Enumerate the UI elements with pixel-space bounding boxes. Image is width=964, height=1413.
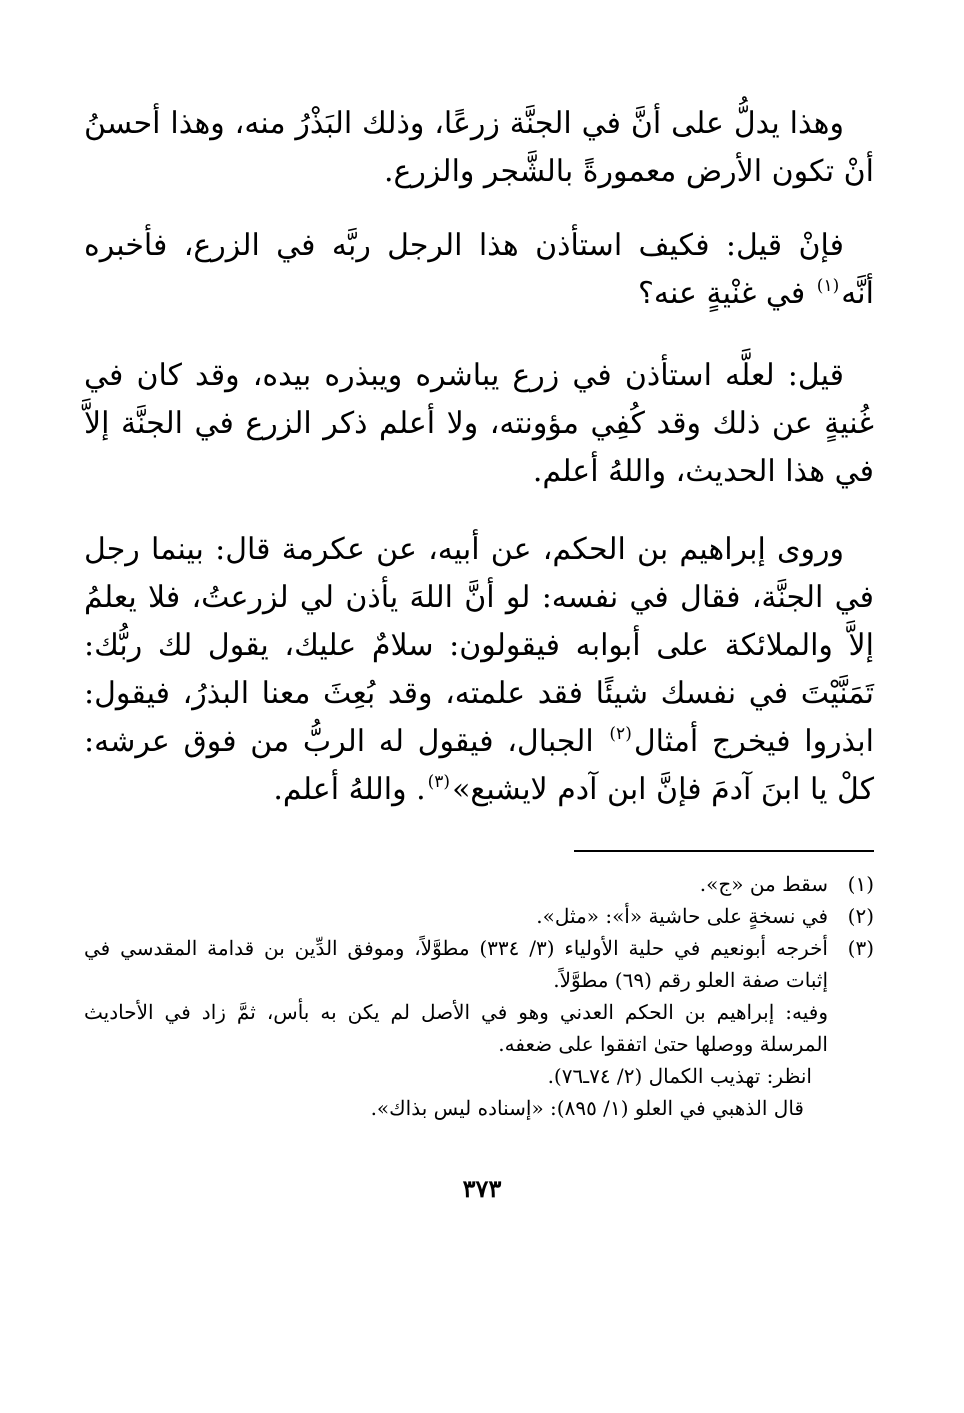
footnote-separator: [574, 850, 874, 852]
footnote-number: (٢): [847, 904, 874, 928]
footnote-ref-3: (٣): [427, 772, 451, 792]
footnote-3: [84, 932, 874, 1124]
footnote-ref-2: (٢): [609, 724, 632, 744]
footnote-text: [84, 932, 828, 1124]
footnote-text: سقط من «ج».: [699, 872, 828, 896]
footnote-ref-1: (١): [816, 276, 840, 296]
paragraph-1: وهذا يدلُّ على أنَّ في الجنَّة زرعًا، وذلك البَذْرُ منه، وهذا أحسنُ أنْ تكون الأرض معمورةً بالشَّجر والزرع.: [84, 106, 874, 189]
paragraph-4-text-b: الجبال، فيقول له الربُّ من فوق عرشه: كلْ يا ابنَ آدمَ فإنَّ ابن آدم لايشبع»: [84, 724, 874, 807]
footnote-number: (١): [847, 872, 874, 896]
book-page: [84, 100, 874, 1413]
paragraph-2-text-b: في غنْيةٍ عنه؟: [638, 276, 815, 311]
paragraph-2-text-a: فإنْ قيل: فكيف استأذن هذا الرجل ربَّه في الزرع، فأخبره أنَّه: [84, 228, 874, 311]
footnote-3-source: أخرجه أبونعيم في حلية الأولياء (٣/ ٣٣٤) مطوَّلاً، وموفق الدِّين بن قدامة المقدسي في إثبات صفة العلو رقم (٦٩) مطوَّلاً.: [84, 936, 828, 992]
paragraph-4: [84, 526, 874, 814]
paragraph-2: [84, 222, 874, 318]
paragraph-4-text-a: وروى إبراهيم بن الحكم، عن أبيه، عن عكرمة قال: بينما رجل في الجنَّة، فقال في نفسه: لو أنَّ اللهَ يأذن لي لزرعتُ، فلا يعلمُ إلاَّ والملائكة على أبوابه فيقولون: سلامٌ عليك، يقول لك ربُّك: تَمَنَّيْتَ في نفسك شيئًا فقد علمته، وقد بُعِثَ معنا البذرُ، فيقول: ابذروا فيخرج أمثال: [84, 532, 874, 759]
footnote-text: في نسخةٍ على حاشية «أ»: «مثل».: [536, 904, 828, 928]
footnote-3-dhahabi: قال الذهبي في العلو (١/ ٨٩٥): «إسناده ليس بذاك».: [370, 1096, 804, 1120]
footnote-2: [84, 900, 874, 932]
page-number: ٣٧٣: [462, 1174, 502, 1203]
footnote-3-see: انظر: تهذيب الكمال (٢/ ٧٤ـ٧٦).: [547, 1064, 812, 1088]
paragraph-3: قيل: لعلَّه استأذن في زرع يباشره ويبذره بيده، وقد كان في غُنيةٍ عن ذلك وقد كُفِي مؤونته، ولا أعلم ذكر الزرع في الجنَّة إلاَّ في هذا الحديث، واللهُ أعلم.: [84, 358, 874, 489]
main-text: [84, 100, 874, 814]
paragraph-4-text-c: . واللهُ أعلم.: [273, 772, 426, 807]
footnote-1: [84, 868, 874, 900]
footnote-3-comment: وفيه: إبراهيم بن الحكم العدني وهو في الأصل لم يكن به بأس، ثمَّ زاد في الأحاديث المرسلة ووصلها حتىٰ اتفقوا على ضعفه.: [84, 1000, 828, 1056]
footnote-number: (٣): [847, 936, 874, 960]
footnotes: [84, 868, 874, 1124]
